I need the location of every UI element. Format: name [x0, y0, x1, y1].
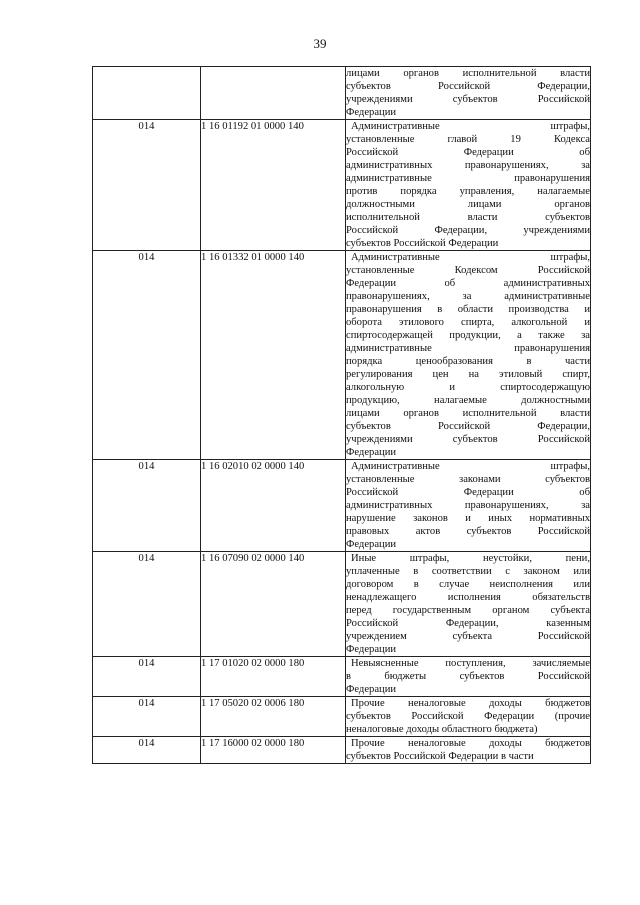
description-line: перед государственным органом субъекта — [346, 605, 590, 616]
description-line: субъектов Российской Федерации в части — [346, 751, 534, 762]
table-row — [93, 67, 591, 120]
description-line: оборота этилового спирта, алкогольной и — [346, 317, 590, 328]
description-line: нарушение законов и иных нормативных — [346, 513, 590, 524]
page-number: 39 — [313, 36, 327, 51]
description-line: против порядка управления, налагаемые — [346, 186, 590, 197]
description-line: учреждениями субъектов Российской — [346, 434, 590, 445]
table-row — [93, 460, 591, 552]
admin-code-cell: 014 — [93, 120, 201, 251]
kbk-code-cell: 1 17 16000 02 0000 180 — [201, 737, 346, 764]
kbk-code-cell: 1 16 01192 01 0000 140 — [201, 120, 346, 251]
description-line: субъектов Российской Федерации — [346, 238, 499, 249]
description-line: правонарушения в области производства и — [346, 304, 590, 315]
table-row — [93, 657, 591, 697]
description-cell — [346, 697, 591, 737]
description-line: Административные штрафы, — [351, 252, 590, 263]
description-line: установленные законами субъектов — [346, 474, 590, 485]
admin-code-cell: 014 — [93, 737, 201, 764]
description-line: Российской Федерации, учреждениями — [346, 225, 590, 236]
description-line: учреждением субъекта Российской — [346, 631, 590, 642]
description-line: Федерации об административных — [346, 278, 590, 289]
description-line: Иные штрафы, неустойки, пени, — [351, 553, 590, 564]
description-line: Российской Федерации об — [346, 147, 590, 158]
description-cell — [346, 120, 591, 251]
description-line: административные правонарушения — [346, 173, 590, 184]
table-row — [93, 552, 591, 657]
description-line: Административные штрафы, — [351, 121, 590, 132]
description-line: установленные Кодексом Российской — [346, 265, 590, 276]
description-line: Федерации — [346, 447, 397, 458]
kbk-code-cell: 1 17 05020 02 0006 180 — [201, 697, 346, 737]
kbk-code-cell: 1 16 01332 01 0000 140 — [201, 251, 346, 460]
revenue-codes-table — [92, 66, 591, 764]
description-line: должностными лицами органов — [346, 199, 590, 210]
description-line: регулирования цен на этиловый спирт, — [346, 369, 590, 380]
description-line: лицами органов исполнительной власти — [346, 68, 590, 79]
description-cell — [346, 737, 591, 764]
description-line: Невыясненные поступления, зачисляемые — [351, 658, 590, 669]
admin-code-cell: 014 — [93, 657, 201, 697]
description-line: лицами органов исполнительной власти — [346, 408, 590, 419]
description-line: алкогольную и спиртосодержащую — [346, 382, 590, 393]
description-line: ненадлежащего исполнения обязательств — [346, 592, 590, 603]
description-line: Федерации — [346, 684, 397, 695]
description-line: Административные штрафы, — [351, 461, 590, 472]
admin-code-cell: 014 — [93, 460, 201, 552]
description-line: Российской Федерации об — [346, 487, 590, 498]
description-line: субъектов Российской Федерации, — [346, 81, 590, 92]
description-line: договором в случае неисполнения или — [346, 579, 590, 590]
description-line: учреждениями субъектов Российской — [346, 94, 590, 105]
description-line: исполнительной власти субъектов — [346, 212, 590, 223]
description-line: спиртосодержащей продукции, а также за — [346, 330, 590, 341]
description-line: продукцию, налагаемые должностными — [346, 395, 590, 406]
description-cell — [346, 552, 591, 657]
description-line: субъектов Российской Федерации, — [346, 421, 590, 432]
table-row — [93, 737, 591, 764]
description-line: уплаченные в соответствии с законом или — [346, 566, 590, 577]
description-line: субъектов Российской Федерации (прочие — [346, 711, 590, 722]
description-cell — [346, 657, 591, 697]
description-line: административных правонарушениях, за — [346, 160, 590, 171]
description-cell — [346, 67, 591, 120]
admin-code-cell: 014 — [93, 552, 201, 657]
description-line: правонарушениях, за административные — [346, 291, 590, 302]
description-line: Прочие неналоговые доходы бюджетов — [351, 698, 590, 709]
description-line: Российской Федерации, казенным — [346, 618, 590, 629]
description-line: Федерации — [346, 644, 397, 655]
description-line: Федерации — [346, 539, 397, 550]
kbk-code-cell: 1 17 01020 02 0000 180 — [201, 657, 346, 697]
description-line: в бюджеты субъектов Российской — [346, 671, 590, 682]
admin-code-cell: 014 — [93, 251, 201, 460]
admin-code-cell — [93, 67, 201, 120]
admin-code-cell: 014 — [93, 697, 201, 737]
table-row — [93, 251, 591, 460]
table-row — [93, 120, 591, 251]
description-line: Прочие неналоговые доходы бюджетов — [351, 738, 590, 749]
table-row — [93, 697, 591, 737]
description-line: порядка ценообразования в части — [346, 356, 590, 367]
description-cell — [346, 251, 591, 460]
description-line: правовых актов субъектов Российской — [346, 526, 590, 537]
kbk-code-cell: 1 16 02010 02 0000 140 — [201, 460, 346, 552]
description-line: административные правонарушения — [346, 343, 590, 354]
description-line: административных правонарушениях, за — [346, 500, 590, 511]
description-line: Федерации — [346, 107, 397, 118]
description-line: неналоговые доходы областного бюджета) — [346, 724, 538, 735]
description-cell — [346, 460, 591, 552]
description-line: установленные главой 19 Кодекса — [346, 134, 590, 145]
kbk-code-cell: 1 16 07090 02 0000 140 — [201, 552, 346, 657]
kbk-code-cell — [201, 67, 346, 120]
